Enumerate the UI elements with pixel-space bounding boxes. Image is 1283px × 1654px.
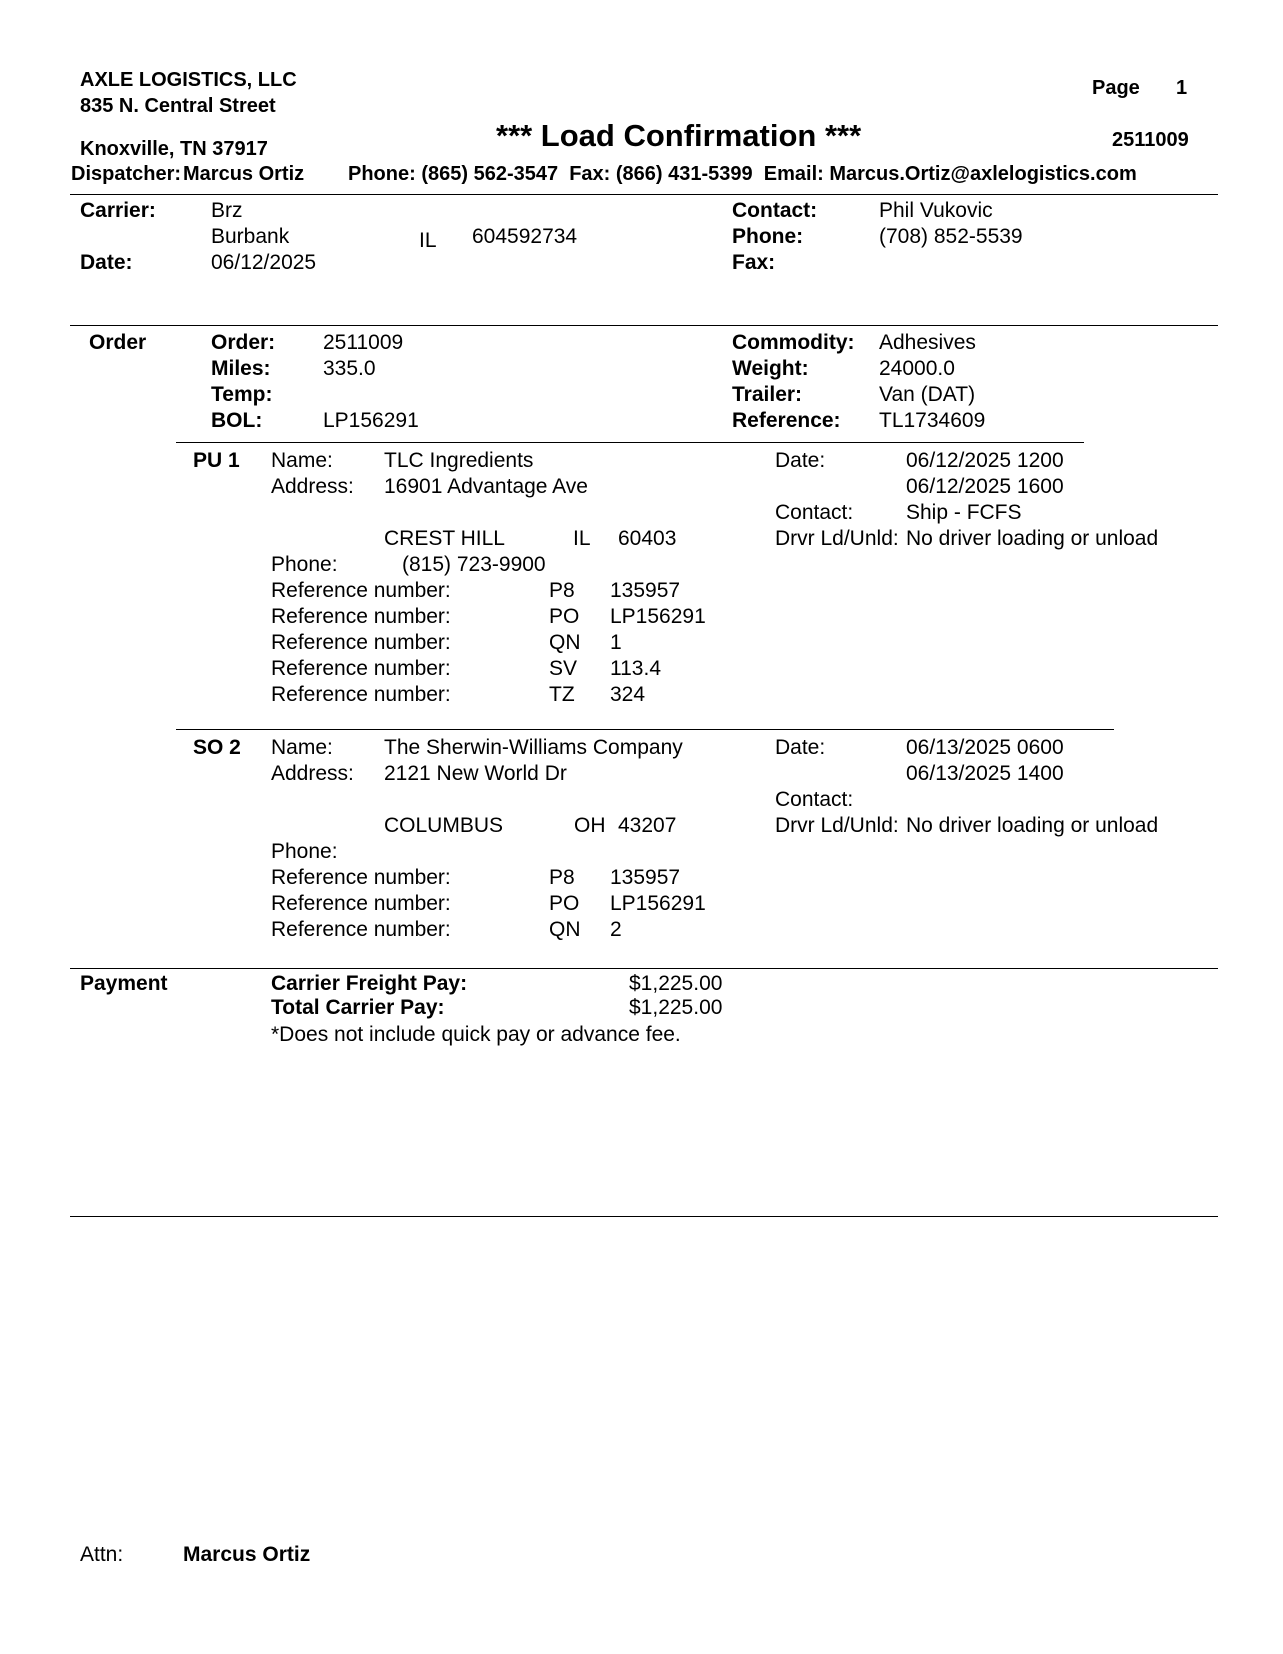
stop-1-ref-value: 135957 bbox=[610, 579, 681, 602]
order-section-label: Order bbox=[89, 331, 147, 354]
carrier-contact-label: Contact: bbox=[732, 199, 818, 222]
stop-2-ref-code: P8 bbox=[549, 866, 575, 889]
stop-1-driver-label: Drvr Ld/Unld: bbox=[775, 527, 899, 550]
carrier-label: Carrier: bbox=[80, 199, 156, 222]
weight-value: 24000.0 bbox=[879, 357, 955, 380]
stop-2-city: COLUMBUS bbox=[384, 814, 504, 837]
freight-pay-label: Carrier Freight Pay: bbox=[271, 972, 468, 995]
carrier-state: IL bbox=[419, 229, 437, 252]
stop-2-ref-value: LP156291 bbox=[610, 892, 706, 915]
stop-1-ref-value: LP156291 bbox=[610, 605, 706, 628]
stop-2-ref-value: 2 bbox=[610, 918, 622, 941]
stop-2-ref-code: PO bbox=[549, 892, 580, 915]
stop-1-date-label: Date: bbox=[775, 449, 826, 472]
company-city-state-zip: Knoxville, TN 37917 bbox=[80, 138, 268, 160]
trailer-label: Trailer: bbox=[732, 383, 803, 406]
stop-1-ref-label: Reference number: bbox=[271, 657, 451, 680]
stop-1-date-end: 06/12/2025 1600 bbox=[906, 475, 1064, 498]
stop-1-ref-code: SV bbox=[549, 657, 578, 680]
stop-1-contact-label: Contact: bbox=[775, 501, 854, 524]
carrier-phone-label: Phone: bbox=[732, 225, 804, 248]
payment-section-label: Payment bbox=[80, 972, 168, 995]
stop-1-ref-code: P8 bbox=[549, 579, 575, 602]
document-number: 2511009 bbox=[1112, 129, 1189, 151]
stop-2-driver: No driver loading or unload bbox=[906, 814, 1159, 837]
carrier-name: Brz bbox=[211, 199, 243, 222]
page-title: *** Load Confirmation *** bbox=[496, 118, 862, 153]
stop-1-ref-code: TZ bbox=[549, 683, 575, 706]
commodity-label: Commodity: bbox=[732, 331, 855, 354]
payment-note: *Does not include quick pay or advance fee. bbox=[271, 1023, 681, 1046]
stop-1-ref-label: Reference number: bbox=[271, 683, 451, 706]
stop-2-address-label: Address: bbox=[271, 762, 354, 785]
carrier-city: Burbank bbox=[211, 225, 290, 248]
carrier-date-label: Date: bbox=[80, 251, 133, 274]
stop-2-date-end: 06/13/2025 1400 bbox=[906, 762, 1064, 785]
company-address: 835 N. Central Street bbox=[80, 95, 276, 117]
carrier-divider bbox=[70, 325, 1218, 326]
weight-label: Weight: bbox=[732, 357, 809, 380]
stop-2-name-label: Name: bbox=[271, 736, 333, 759]
stop-2-label: SO 2 bbox=[193, 736, 241, 759]
stop-1-label: PU 1 bbox=[193, 449, 240, 472]
freight-pay-value: $1,225.00 bbox=[629, 972, 723, 995]
page-number: 1 bbox=[1176, 77, 1188, 99]
stop-1-state: IL bbox=[573, 527, 591, 550]
stop-1-name: TLC Ingredients bbox=[384, 449, 534, 472]
stop-1-phone: (815) 723-9900 bbox=[402, 553, 546, 576]
dispatcher-name: Marcus Ortiz bbox=[183, 163, 305, 185]
carrier-date: 06/12/2025 bbox=[211, 251, 317, 274]
stop-1-ref-code: QN bbox=[549, 631, 581, 654]
bol-value: LP156291 bbox=[323, 409, 419, 432]
stop-1-ref-code: PO bbox=[549, 605, 580, 628]
stop-2-ref-label: Reference number: bbox=[271, 918, 451, 941]
order-number: 2511009 bbox=[323, 331, 404, 354]
total-pay-label: Total Carrier Pay: bbox=[271, 996, 445, 1019]
dispatcher-contact-line: Phone: (865) 562-3547 Fax: (866) 431-5399 Email: Marcus.Ortiz@axlelogistics.com bbox=[348, 163, 1137, 185]
attn-name: Marcus Ortiz bbox=[183, 1543, 311, 1566]
stop-2-ref-label: Reference number: bbox=[271, 866, 451, 889]
stop-2-divider bbox=[176, 729, 1114, 730]
miles-label: Miles: bbox=[211, 357, 271, 380]
order-number-label: Order: bbox=[211, 331, 276, 354]
stop-2-name: The Sherwin-Williams Company bbox=[384, 736, 683, 759]
attn-label: Attn: bbox=[80, 1543, 124, 1566]
trailer-value: Van (DAT) bbox=[879, 383, 976, 406]
carrier-contact: Phil Vukovic bbox=[879, 199, 993, 222]
commodity-value: Adhesives bbox=[879, 331, 976, 354]
total-pay-value: $1,225.00 bbox=[629, 996, 723, 1019]
stop-1-ref-value: 113.4 bbox=[610, 657, 661, 680]
stop-2-state: OH bbox=[574, 814, 606, 837]
stop-2-date-label: Date: bbox=[775, 736, 826, 759]
stop-1-city: CREST HILL bbox=[384, 527, 505, 550]
stop-2-zip: 43207 bbox=[618, 814, 677, 837]
stop-2-ref-value: 135957 bbox=[610, 866, 681, 889]
stop-1-date-start: 06/12/2025 1200 bbox=[906, 449, 1064, 472]
stop-1-phone-label: Phone: bbox=[271, 553, 338, 576]
page-label: Page bbox=[1092, 77, 1140, 99]
stop-2-address: 2121 New World Dr bbox=[384, 762, 567, 785]
stop-1-address: 16901 Advantage Ave bbox=[384, 475, 588, 498]
stop-2-driver-label: Drvr Ld/Unld: bbox=[775, 814, 899, 837]
footer-divider bbox=[70, 1216, 1218, 1217]
stop-1-address-label: Address: bbox=[271, 475, 354, 498]
miles-value: 335.0 bbox=[323, 357, 376, 380]
stop-1-contact: Ship - FCFS bbox=[906, 501, 1022, 524]
header-divider bbox=[70, 194, 1218, 195]
stop-1-name-label: Name: bbox=[271, 449, 333, 472]
company-name: AXLE LOGISTICS, LLC bbox=[80, 69, 297, 91]
stop-2-date-start: 06/13/2025 0600 bbox=[906, 736, 1064, 759]
stop-2-contact-label: Contact: bbox=[775, 788, 854, 811]
carrier-zip: 604592734 bbox=[472, 225, 578, 248]
carrier-fax-label: Fax: bbox=[732, 251, 776, 274]
reference-value: TL1734609 bbox=[879, 409, 986, 432]
stop-1-ref-label: Reference number: bbox=[271, 631, 451, 654]
stop-1-ref-value: 1 bbox=[610, 631, 622, 654]
dispatcher-label: Dispatcher: bbox=[71, 163, 182, 185]
stop-1-ref-value: 324 bbox=[610, 683, 646, 706]
stop-2-phone-label: Phone: bbox=[271, 840, 338, 863]
stop-2-ref-label: Reference number: bbox=[271, 892, 451, 915]
stop-1-driver: No driver loading or unload bbox=[906, 527, 1159, 550]
reference-label: Reference: bbox=[732, 409, 841, 432]
carrier-phone: (708) 852-5539 bbox=[879, 225, 1023, 248]
temp-label: Temp: bbox=[211, 383, 273, 406]
stop-1-divider bbox=[176, 442, 1084, 443]
stop-1-ref-label: Reference number: bbox=[271, 579, 451, 602]
stop-1-ref-label: Reference number: bbox=[271, 605, 451, 628]
stop-2-ref-code: QN bbox=[549, 918, 581, 941]
bol-label: BOL: bbox=[211, 409, 263, 432]
payment-divider bbox=[70, 968, 1218, 969]
stop-1-zip: 60403 bbox=[618, 527, 677, 550]
